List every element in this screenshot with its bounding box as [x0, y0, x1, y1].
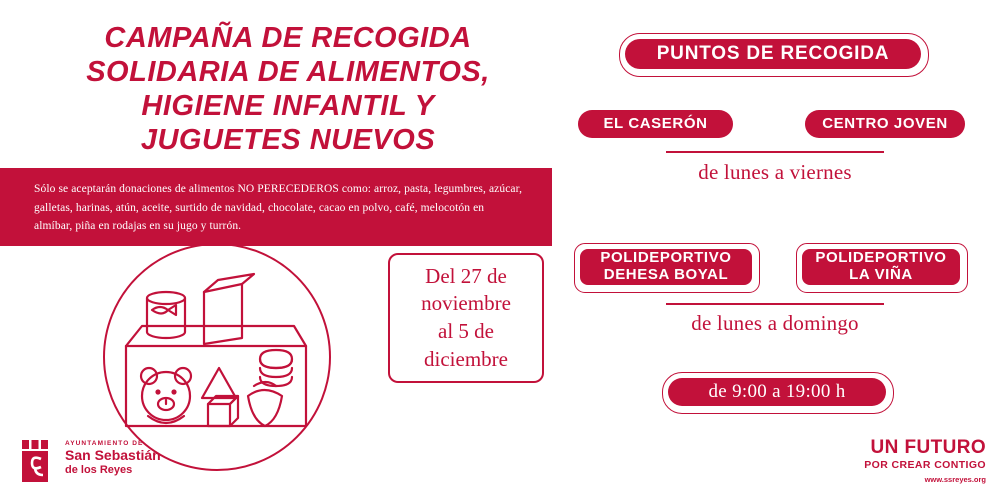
location-el-caseron: EL CASERÓN: [578, 110, 733, 138]
date-line-1: Del 27 de: [425, 263, 507, 288]
location-polideportivo-dehesa-boyal: [580, 249, 752, 285]
slogan-line-2: POR CREAR CONTIGO: [864, 458, 986, 471]
slogan-un: UN: [870, 437, 905, 458]
date-line-3: al 5 de: [438, 319, 494, 343]
headline-line-4: JUGUETES NUEVOS: [140, 123, 436, 156]
opening-hours: de 9:00 a 19:00 h: [668, 378, 886, 406]
vina-line-2: LA VIÑA: [849, 266, 913, 283]
website-url: www.ssreyes.org: [924, 474, 986, 484]
campaign-dates-badge: [388, 253, 544, 383]
collection-points-title: PUNTOS DE RECOGIDA: [625, 39, 921, 69]
coat-of-arms-icon: [22, 440, 56, 482]
slogan-futuro: FUTURO: [904, 437, 986, 458]
headline-line-2: SOLIDARIA DE ALIMENTOS,: [86, 55, 490, 88]
schedule-group-2: de lunes a domingo: [691, 311, 859, 335]
divider-group-1: [666, 151, 884, 153]
date-line-4: diciembre: [424, 346, 508, 371]
slogan-line-1: [864, 438, 986, 458]
notice-banner: [0, 168, 552, 246]
ayuntamiento-logo: [22, 440, 161, 482]
page-title: [28, 22, 548, 158]
divider-group-2: [666, 303, 884, 305]
donation-box-illustration: [108, 248, 324, 464]
location-polideportivo-la-vina: [802, 249, 960, 285]
date-line-2: noviembre: [421, 291, 511, 316]
slogan-logo: [864, 438, 986, 484]
notice-text: Sólo se aceptarán donaciones de alimentos NO PERECEDEROS como: arroz, pasta, legumbres, azúcar, galletas, harinas, atún, aceite, surtido de navidad, chocolate, cacao en polvo, café, melocotón en almíbar, piña en rodajas en su jugo y turrón.: [34, 183, 523, 233]
ayuntamiento-name-line-2: de los Reyes: [65, 463, 133, 476]
headline-line-1: CAMPAÑA DE RECOGIDA: [104, 22, 472, 54]
headline-line-3: HIGIENE INFANTIL Y: [141, 89, 435, 122]
dehesa-line-2: DEHESA BOYAL: [603, 266, 729, 283]
ayuntamiento-name-line-1: San Sebastián: [65, 447, 161, 463]
ayuntamiento-eyebrow: AYUNTAMIENTO DE: [65, 440, 144, 447]
vina-line-1: POLIDEPORTIVO: [815, 249, 947, 267]
schedule-group-1: de lunes a viernes: [698, 160, 852, 184]
ayuntamiento-logo-text: [65, 440, 161, 476]
dehesa-line-1: POLIDEPORTIVO: [600, 249, 732, 267]
location-centro-joven: CENTRO JOVEN: [805, 110, 965, 138]
